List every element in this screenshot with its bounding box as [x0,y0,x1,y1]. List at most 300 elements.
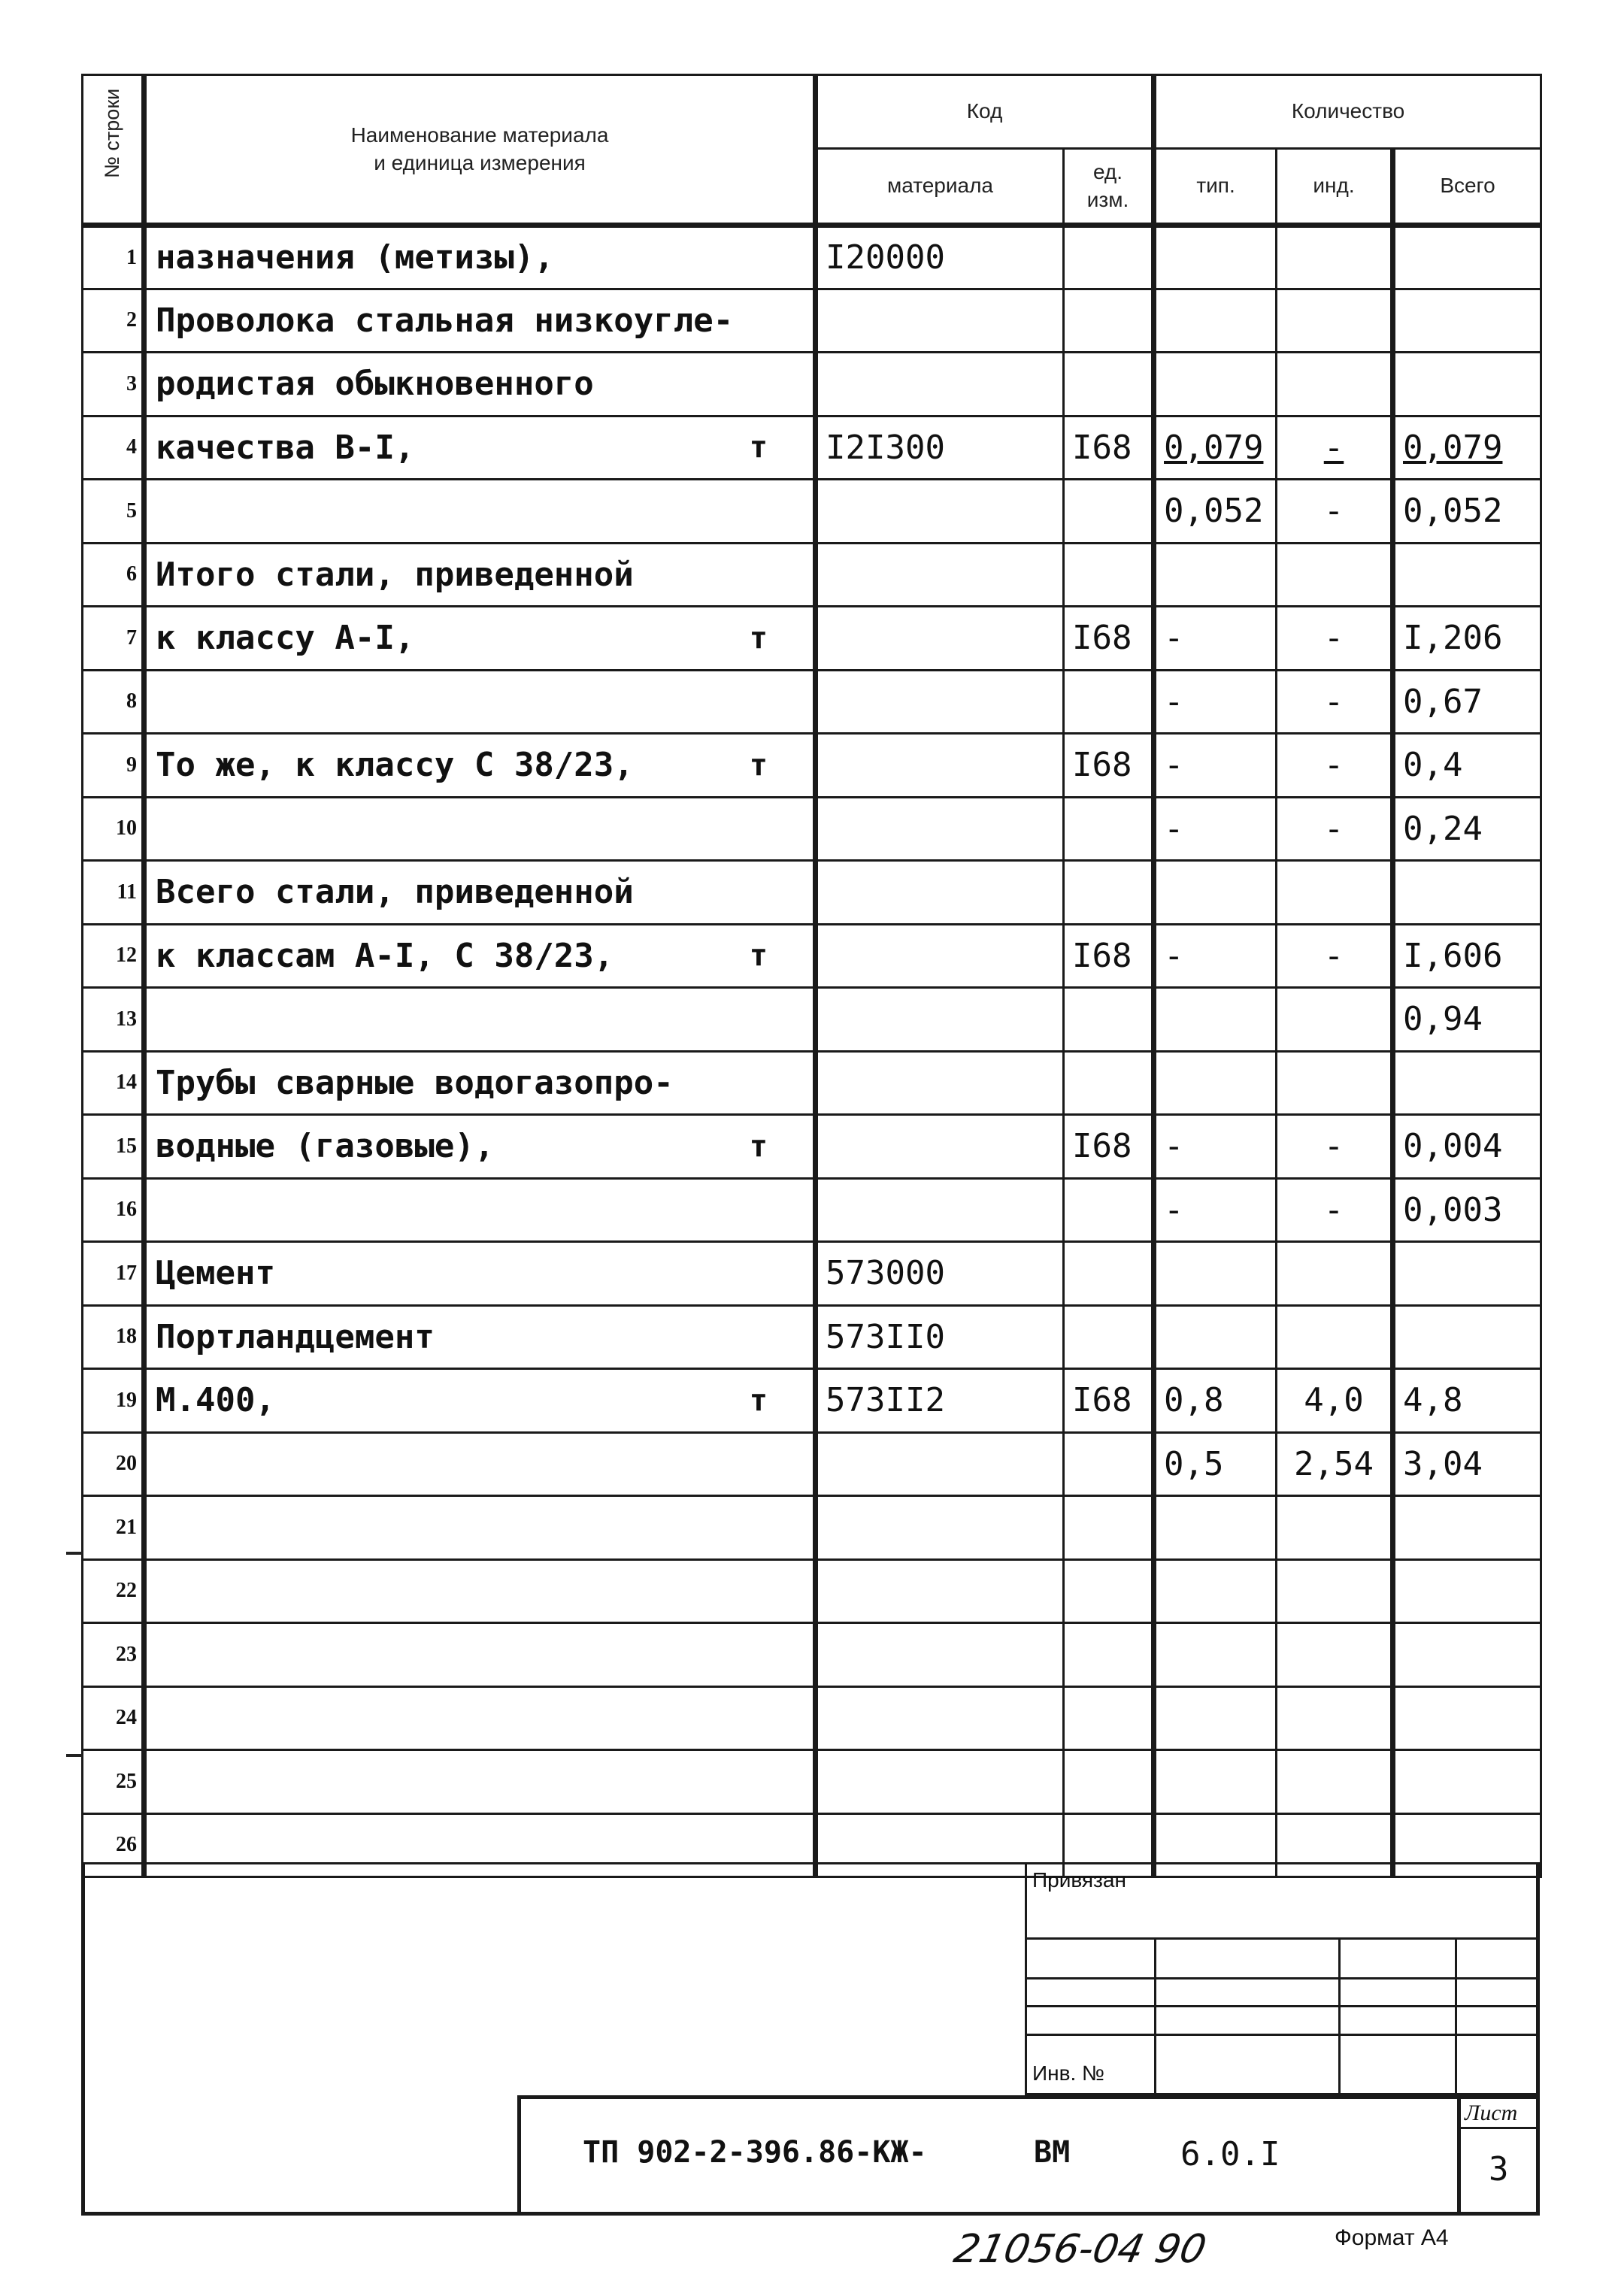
table-row [83,480,1541,544]
row-number-cell-text: 9 [126,753,137,777]
qty-ind-cell [1277,1559,1393,1623]
unit-code-cell [1064,416,1154,480]
row-number-cell-text: 14 [116,1071,137,1095]
qty-typ-cell [1154,1432,1277,1496]
qty-total-cell [1393,861,1541,925]
material-name-cell [144,226,816,289]
material-code-cell [816,1496,1064,1560]
stamp-col-2 [1156,1937,1341,2095]
material-code-cell [816,607,1064,671]
material-code-cell [816,1623,1064,1687]
qty-total-cell [1393,1686,1541,1750]
unit-mark: т [749,1128,768,1164]
unit-code-cell [1064,1115,1154,1179]
unit-code-cell [1064,1432,1154,1496]
qty-total-cell [1393,480,1541,544]
material-code-cell [816,670,1064,734]
unit-code-cell [1064,924,1154,988]
unit-code-cell-text: I68 [1072,619,1132,658]
qty-typ-cell [1154,1686,1277,1750]
unit-code-cell [1064,1686,1154,1750]
row-number-cell [83,607,144,671]
document-code: ТП 902-2-396.86-КЖ- [583,2135,927,2170]
handwritten-number: 21056-04 90 [950,2227,1210,2272]
material-code-cell [816,1686,1064,1750]
qty-total-cell-text: 3,04 [1403,1444,1483,1483]
unit-code-cell [1064,1750,1154,1814]
qty-ind-cell [1277,1115,1393,1179]
material-code-cell [816,353,1064,416]
material-name-cell [144,1242,816,1306]
row-number-cell [83,353,144,416]
qty-total-cell [1393,1432,1541,1496]
material-code-cell [816,988,1064,1052]
qty-typ-cell [1154,1559,1277,1623]
unit-code-cell [1064,1242,1154,1306]
table-row [83,1559,1541,1623]
qty-total-cell [1393,1178,1541,1242]
row-number-cell [83,1686,144,1750]
qty-typ-cell-text: 0,052 [1164,492,1264,531]
material-name-cell [144,543,816,607]
row-number-cell [83,1242,144,1306]
material-code-cell [816,416,1064,480]
row-number-cell-text: 18 [116,1325,137,1349]
material-name-cell [144,353,816,416]
qty-ind-cell [1277,1623,1393,1687]
table-row [83,1496,1541,1560]
unit-code-cell [1064,1623,1154,1687]
material-code-cell [816,1305,1064,1369]
qty-ind-cell [1277,1369,1393,1433]
material-code-cell [816,480,1064,544]
qty-total-cell [1393,734,1541,798]
unit-code-cell [1064,988,1154,1052]
qty-ind-cell [1277,289,1393,353]
unit-code-cell [1064,1369,1154,1433]
material-code-cell [816,1242,1064,1306]
material-name-cell [144,1178,816,1242]
format-label: Формат А4 [1335,2225,1449,2250]
row-number-cell [83,1051,144,1115]
qty-total-cell [1393,226,1541,289]
material-name-cell-text: назначения (метизы), [156,238,554,277]
qty-typ-cell [1154,1369,1277,1433]
code-header: Код [816,75,1154,149]
qty-total-cell-text: 0,004 [1403,1127,1503,1166]
row-number-cell-text: 2 [126,308,137,332]
qty-total-cell-text: 0,079 [1403,428,1503,467]
qty-typ-cell [1154,988,1277,1052]
qty-ind-cell [1277,607,1393,671]
table-row [83,1115,1541,1179]
row-number-cell-text: 3 [126,371,137,395]
row-number-cell [83,1305,144,1369]
qty-typ-cell [1154,353,1277,416]
stamp-col-3 [1341,1937,1457,2095]
row-number-cell-text: 12 [116,944,137,968]
material-code-cell [816,734,1064,798]
material-code-cell [816,1750,1064,1814]
table-row [83,988,1541,1052]
row-number-cell [83,797,144,861]
qty-typ-cell [1154,670,1277,734]
row-number-cell [83,924,144,988]
qty-total-cell [1393,289,1541,353]
qty-ind-cell [1277,1178,1393,1242]
qty-ind-cell [1277,1051,1393,1115]
material-name-cell-text: водные (газовые), [156,1127,495,1166]
qty-typ-cell [1154,1115,1277,1179]
material-name-cell-text: Итого стали, приведенной [156,555,634,594]
table-row [83,1686,1541,1750]
qty-total-cell [1393,1559,1541,1623]
qty-ind-cell-text: - [1323,1127,1344,1166]
unit-mark: т [749,1383,768,1418]
row-number-cell [83,1369,144,1433]
qty-total-cell-text: 0,052 [1403,492,1503,531]
qty-ind-cell [1277,924,1393,988]
qty-typ-cell-text: 0,5 [1164,1444,1224,1483]
qty-typ-cell [1154,1750,1277,1814]
qty-ind-cell-text: - [1323,428,1344,467]
material-name-cell [144,416,816,480]
row-number-cell-text: 21 [116,1515,137,1539]
unit-code-cell [1064,1305,1154,1369]
unit-code-cell [1064,1559,1154,1623]
unit-code-cell [1064,670,1154,734]
qty-ind-cell-text: - [1323,492,1344,531]
table-row [83,1051,1541,1115]
material-name-cell [144,988,816,1052]
qty-typ-cell [1154,734,1277,798]
qty-typ-cell-text: - [1164,1127,1184,1166]
unit-code-cell-text: I68 [1072,1127,1132,1166]
qty-ind-cell [1277,416,1393,480]
row-number-cell-text: 23 [116,1642,137,1666]
name-header: Наименование материала и единица измерения [144,75,816,226]
materials-table [81,74,1542,1878]
row-number-cell-text: 17 [116,1261,137,1285]
table-row [83,1178,1541,1242]
row-number-cell [83,289,144,353]
row-number-cell [83,988,144,1052]
unit-code-cell-text: I68 [1072,936,1132,975]
unit-mark: т [749,620,768,656]
material-name-cell [144,734,816,798]
sheet-label: Лист [1465,2101,1518,2125]
table-row [83,1305,1541,1369]
row-number-cell [83,416,144,480]
qty-total-cell-text: 0,24 [1403,809,1483,848]
qty-total-cell-text: 0,4 [1403,746,1463,785]
material-name-cell-text: То же, к классу С 38/23, [156,746,634,785]
qty-ind-cell-text: - [1323,936,1344,975]
qty-total-cell [1393,1115,1541,1179]
material-name-cell-text: Цемент [156,1254,275,1293]
qty-total-cell [1393,1750,1541,1814]
qty-typ-cell-text: - [1164,1190,1184,1229]
stamp-row-lines [1025,1977,1540,2007]
table-row [83,607,1541,671]
row-number-cell-text: 11 [117,880,137,904]
qty-total-cell-text: 0,003 [1403,1190,1503,1229]
qty-typ-cell-text: - [1164,619,1184,658]
material-code-cell-text: I2I300 [826,428,945,467]
unit-mark: т [749,747,768,783]
qty-typ-cell-text: - [1164,936,1184,975]
qty-ind-cell [1277,226,1393,289]
row-number-cell-text: 10 [116,816,137,841]
row-number-cell [83,1496,144,1560]
qty-total-cell [1393,670,1541,734]
qty-total-cell-text: 0,67 [1403,682,1483,721]
row-number-cell [83,1178,144,1242]
qty-total-cell [1393,543,1541,607]
material-code-cell [816,861,1064,925]
qty-typ-cell [1154,480,1277,544]
qty-ind-cell-text: 4,0 [1304,1381,1364,1420]
qty-total-header: Всего [1393,149,1541,226]
qty-total-cell [1393,924,1541,988]
table-row [83,1369,1541,1433]
quantity-header: Количество [1154,75,1541,149]
qty-ind-cell [1277,734,1393,798]
qty-ind-cell [1277,861,1393,925]
qty-typ-cell [1154,1496,1277,1560]
material-name-cell [144,861,816,925]
binding-mark-bottom [66,1754,83,1757]
unit-code-cell [1064,289,1154,353]
row-number-cell [83,226,144,289]
qty-ind-cell-text: - [1323,809,1344,848]
qty-total-cell [1393,416,1541,480]
material-code-cell [816,1115,1064,1179]
table-row [83,416,1541,480]
row-number-cell [83,1623,144,1687]
section-number: 6.0.I [1180,2135,1280,2173]
unit-code-cell-text: I68 [1072,428,1132,467]
material-code-cell [816,289,1064,353]
qty-ind-cell [1277,543,1393,607]
qty-typ-cell [1154,1305,1277,1369]
row-number-cell [83,1750,144,1814]
bound-label: Привязан [1032,1868,1126,1892]
unit-code-cell [1064,861,1154,925]
material-name-cell [144,1750,816,1814]
qty-typ-cell-text: - [1164,809,1184,848]
row-number-cell-text: 20 [116,1452,137,1476]
qty-total-cell [1393,1305,1541,1369]
unit-code-cell [1064,1178,1154,1242]
material-name-cell [144,1305,816,1369]
qty-typ-header: тип. [1154,149,1277,226]
qty-typ-cell-text: - [1164,682,1184,721]
qty-typ-cell-text: 0,079 [1164,428,1264,467]
qty-ind-cell [1277,1242,1393,1306]
table-row [83,670,1541,734]
table-row [83,226,1541,289]
qty-total-cell [1393,1623,1541,1687]
table-row [83,1432,1541,1496]
unit-code-cell [1064,353,1154,416]
qty-total-cell [1393,1051,1541,1115]
qty-typ-cell-text: 0,8 [1164,1381,1224,1420]
row-number-cell-text: 25 [116,1769,137,1793]
row-number-cell-text: 6 [126,562,137,586]
material-name-cell [144,1686,816,1750]
material-name-cell-text: М.400, [156,1381,275,1420]
qty-typ-cell [1154,543,1277,607]
qty-total-cell [1393,1496,1541,1560]
qty-typ-cell [1154,416,1277,480]
qty-ind-cell-text: 2,54 [1294,1444,1374,1483]
qty-total-cell [1393,1242,1541,1306]
qty-typ-cell [1154,1178,1277,1242]
row-number-cell-text: 22 [116,1579,137,1603]
unit-mark: т [749,430,768,465]
material-name-cell [144,1496,816,1560]
material-name-cell-text: к классам А-I, С 38/23, [156,936,614,975]
table-row [83,1242,1541,1306]
table-row [83,1750,1541,1814]
table-body [83,226,1541,1877]
row-number-cell [83,1432,144,1496]
material-name-cell-text: Портландцемент [156,1317,435,1356]
unit-code-cell [1064,1051,1154,1115]
row-number-cell-text: 4 [126,435,137,459]
qty-ind-cell [1277,353,1393,416]
unit-code-cell [1064,797,1154,861]
qty-typ-cell [1154,607,1277,671]
material-code-cell-text: 573II2 [826,1381,945,1420]
row-number-cell-text: 5 [126,498,137,523]
row-number-cell [83,861,144,925]
unit-mark: т [749,938,768,974]
row-number-cell-text: 13 [116,1007,137,1031]
qty-total-cell [1393,353,1541,416]
material-name-cell-text: Трубы сварные водогазопро- [156,1063,674,1102]
qty-ind-cell [1277,988,1393,1052]
qty-typ-cell [1154,924,1277,988]
qty-typ-cell [1154,797,1277,861]
table-row [83,861,1541,925]
qty-ind-cell-text: - [1323,1190,1344,1229]
material-name-cell-text: родистая обыкновенного [156,365,594,404]
qty-typ-cell [1154,289,1277,353]
qty-total-cell-text: 0,94 [1403,1000,1483,1039]
qty-typ-cell-text: - [1164,746,1184,785]
qty-ind-cell [1277,797,1393,861]
qty-typ-cell [1154,861,1277,925]
row-number-cell-text: 16 [116,1198,137,1222]
material-code-cell-text: 573000 [826,1254,945,1293]
row-number-cell [83,543,144,607]
row-number-cell-text: 15 [116,1134,137,1158]
qty-total-cell [1393,797,1541,861]
row-number-cell-text: 26 [116,1833,137,1857]
table-row [83,734,1541,798]
qty-typ-cell [1154,1242,1277,1306]
qty-ind-cell-text: - [1323,746,1344,785]
stamp-row-line-2 [1025,2034,1540,2056]
sheet-number: 3 [1489,2150,1509,2188]
material-name-cell [144,670,816,734]
material-name-cell-text: качества В-I, [156,428,415,467]
qty-total-cell-text: 4,8 [1403,1381,1463,1420]
qty-ind-header: инд. [1277,149,1393,226]
qty-ind-cell [1277,1305,1393,1369]
material-code-cell [816,543,1064,607]
row-number-cell [83,480,144,544]
material-name-cell [144,1559,816,1623]
qty-ind-cell-text: - [1323,682,1344,721]
table-row [83,289,1541,353]
qty-ind-cell [1277,1432,1393,1496]
qty-ind-cell [1277,1750,1393,1814]
qty-typ-cell [1154,1051,1277,1115]
row-number-cell [83,1559,144,1623]
row-number-cell-text: 8 [126,689,137,713]
table-row [83,353,1541,416]
qty-ind-cell [1277,670,1393,734]
row-number-cell-text: 24 [116,1706,137,1730]
material-name-cell [144,480,816,544]
material-code-cell-text: I20000 [826,238,945,277]
material-name-cell [144,1115,816,1179]
row-number-cell-text: 1 [126,245,137,269]
qty-total-cell [1393,607,1541,671]
qty-typ-cell [1154,226,1277,289]
table-row [83,1623,1541,1687]
material-name-cell [144,607,816,671]
material-name-cell-text: к классу А-I, [156,619,415,658]
binding-mark-top [66,1552,83,1555]
material-code-cell [816,1178,1064,1242]
unit-code-cell-text: I68 [1072,746,1132,785]
qty-ind-cell-text: - [1323,619,1344,658]
material-code-cell [816,1369,1064,1433]
inventory-label: Инв. № [1032,2061,1105,2085]
material-code-cell [816,924,1064,988]
material-name-cell [144,1051,816,1115]
unit-code-cell [1064,480,1154,544]
qty-total-cell [1393,1369,1541,1433]
row-number-cell [83,734,144,798]
unit-code-cell [1064,226,1154,289]
unit-code-cell-text: I68 [1072,1381,1132,1420]
material-code-cell [816,1559,1064,1623]
material-name-cell [144,924,816,988]
material-name-cell [144,1432,816,1496]
material-code-cell [816,1432,1064,1496]
row-number-cell [83,670,144,734]
code-material-header: материала [816,149,1064,226]
material-code-cell-text: 573II0 [826,1317,945,1356]
table-row [83,924,1541,988]
unit-code-cell [1064,734,1154,798]
material-code-cell [816,1051,1064,1115]
row-number-header: № строки [83,75,144,226]
qty-ind-cell [1277,1496,1393,1560]
material-name-cell [144,1369,816,1433]
table-row [83,797,1541,861]
unit-code-cell [1064,607,1154,671]
qty-ind-cell [1277,480,1393,544]
qty-total-cell [1393,988,1541,1052]
material-code-cell [816,797,1064,861]
material-name-cell-text: Проволока стальная низкоугле- [156,301,734,340]
